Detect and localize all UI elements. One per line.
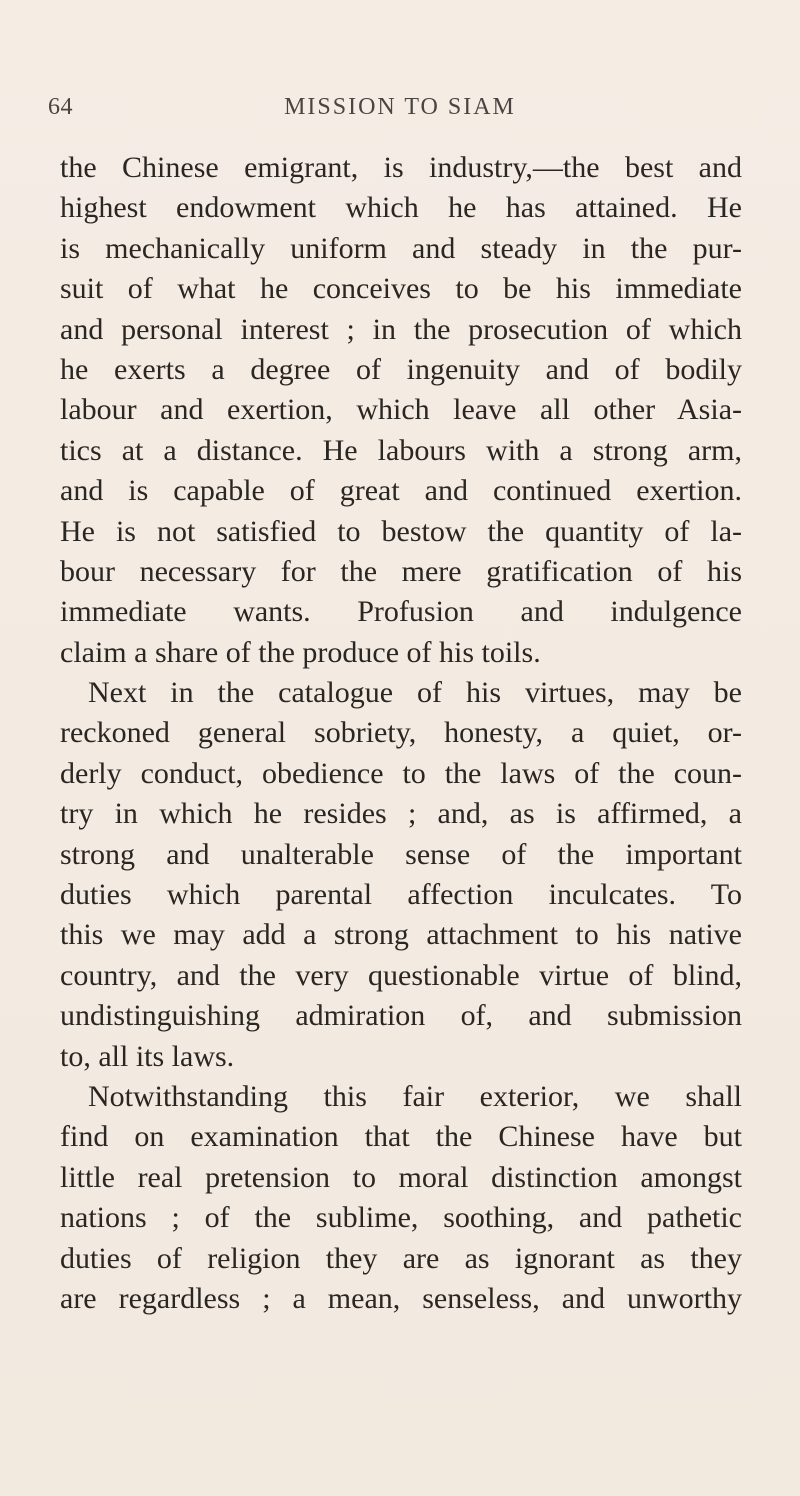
- page-number: 64: [48, 94, 73, 120]
- text-line: to, all its laws.: [60, 1039, 235, 1073]
- text-line: bour necessary for the mere gratification of his: [60, 554, 742, 588]
- text-line: the Chinese emigrant, is industry,—the best and: [60, 151, 742, 184]
- text-line: He is not satisfied to bestow the quantity of la-: [60, 514, 742, 548]
- text-line: undistinguishing admiration of, and submission: [60, 999, 742, 1033]
- text-line: Next in the catalogue of his virtues, may be: [88, 676, 742, 710]
- text-line: suit of what he conceives to be his immediate: [60, 272, 742, 306]
- text-line: highest endowment which he has attained. He: [60, 191, 742, 225]
- text-line: try in which he resides ; and, as is affirmed, a: [60, 797, 742, 831]
- running-head: [48, 94, 752, 134]
- text-line: derly conduct, obedience to the laws of the coun-: [60, 756, 742, 790]
- text-line: little real pretension to moral distinction amongst: [60, 1160, 742, 1194]
- text-line: this we may add a strong attachment to his native: [60, 918, 742, 952]
- text-line: is mechanically uniform and steady in the pur-: [60, 231, 742, 265]
- text-line: country, and the very questionable virtue of blind,: [60, 958, 742, 992]
- text-line: labour and exertion, which leave all other Asia-: [60, 393, 742, 427]
- text-line: nations ; of the sublime, soothing, and pathetic: [60, 1201, 742, 1235]
- running-title: MISSION TO SIAM: [284, 94, 516, 120]
- text-line: duties of religion they are as ignorant as they: [60, 1241, 742, 1275]
- text-line: reckoned general sobriety, honesty, a quiet, or-: [60, 716, 742, 750]
- text-line: claim a share of the produce of his toils.: [60, 635, 541, 669]
- text-line: are regardless ; a mean, senseless, and unworthy: [60, 1281, 742, 1315]
- text-line: duties which parental affection inculcates. To: [60, 878, 742, 912]
- text-line: immediate wants. Profusion and indulgence: [60, 595, 742, 629]
- text-line: strong and unalterable sense of the important: [60, 837, 742, 871]
- text-line: Notwithstanding this fair exterior, we shall: [88, 1079, 742, 1113]
- text-line: tics at a distance. He labours with a strong arm,: [60, 433, 742, 467]
- body-text: [60, 148, 742, 1319]
- text-line: he exerts a degree of ingenuity and of bodily: [60, 352, 742, 386]
- text-line: find on examination that the Chinese have but: [60, 1120, 742, 1154]
- text-line: and is capable of great and continued exertion.: [60, 474, 742, 508]
- text-line: and personal interest ; in the prosecution of which: [60, 312, 742, 346]
